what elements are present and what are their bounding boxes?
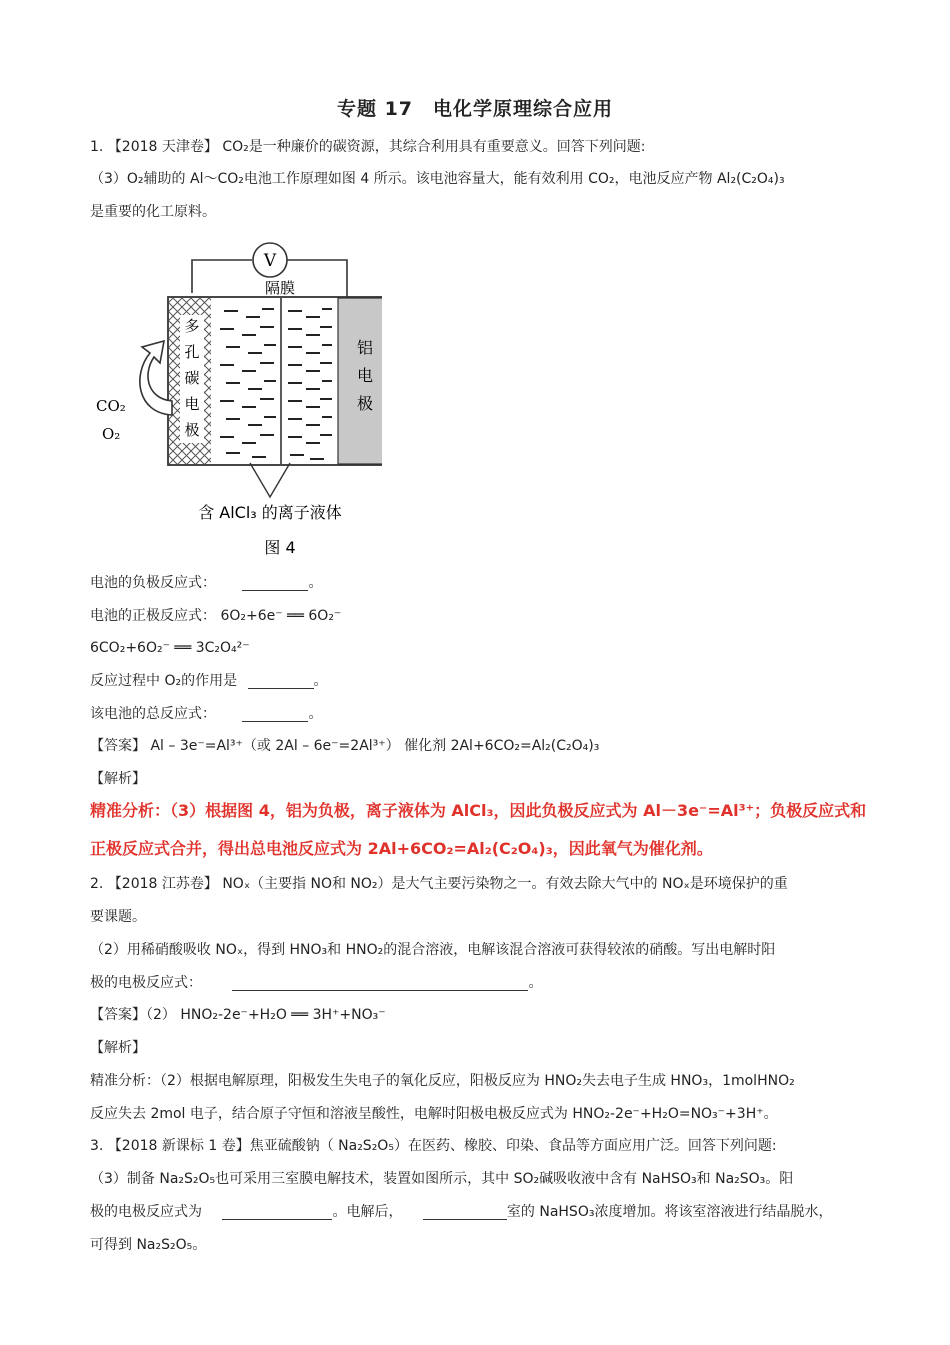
q3-sub: （3）制备 Na₂S₂O₅也可采用三室膜电解技术，装置如图所示，其中 SO₂碱吸收液中含有 NaHSO₃和 Na₂SO₃。阳 xyxy=(90,1171,794,1187)
answer-blank[interactable] xyxy=(222,1205,332,1220)
q2-sub-cont: 极的电极反应式： 。 xyxy=(90,975,543,991)
liquid-label: 含 AlCl₃ 的离子液体 xyxy=(198,503,342,522)
q1-analysis-1: 精准分析：（3）根据图 4，铝为负极，离子液体为 AlCl₃，因此负极反应式为 Al－3e⁻=Al³⁺；负极反应式和 xyxy=(90,801,867,820)
membrane-label: 隔膜 xyxy=(264,279,296,297)
svg-text:碳: 碳 xyxy=(184,369,200,387)
q2-analysis-2: 反应失去 2mol 电子，结合原子守恒和溶液呈酸性，电解时阳极电极反应式为 HNO₂-2e⁻+H₂O=NO₃⁻+3H⁺。 xyxy=(90,1106,778,1122)
q2-analysis-heading: 【解析】 xyxy=(90,1040,146,1056)
co2-label: CO₂ xyxy=(96,397,126,415)
q1-analysis-heading: 【解析】 xyxy=(90,771,146,787)
q1-sub-cont: 是重要的化工原料。 xyxy=(90,204,216,220)
neg-electrode-line: 电池的负极反应式： 。 xyxy=(90,575,323,591)
answer-blank[interactable] xyxy=(242,707,308,722)
svg-text:电: 电 xyxy=(356,366,374,385)
o2-role-label: 反应过程中 O₂的作用是 xyxy=(90,673,238,689)
answer-blank[interactable] xyxy=(248,674,314,689)
o2-role-line: 反应过程中 O₂的作用是 。 xyxy=(90,673,328,689)
q2-stem: 2. 【2018 江苏卷】 NOₓ（主要指 NO和 NO₂）是大气主要污染物之一。有效去除大气中的 NOₓ是环境保护的重 xyxy=(90,876,788,892)
svg-text:孔: 孔 xyxy=(184,343,200,361)
svg-text:极: 极 xyxy=(356,394,374,413)
q1-answer: 【答案】 Al – 3e⁻=Al³⁺（或 2Al – 6e⁻=2Al³⁺） 催化剂 2Al+6CO₂=Al₂(C₂O₄)₃ xyxy=(90,738,600,754)
q2-stem-cont: 要课题。 xyxy=(90,909,146,925)
svg-text:电: 电 xyxy=(184,395,200,413)
o2-label: O₂ xyxy=(102,425,121,443)
total-reaction-label: 该电池的总反应式： xyxy=(90,706,216,722)
answer-blank[interactable] xyxy=(242,576,308,591)
figure-caption: 图 4 xyxy=(264,538,296,557)
q2-anode-label: 极的电极反应式： xyxy=(90,975,202,991)
svg-text:铝: 铝 xyxy=(356,338,374,357)
q2-answer: 【答案】（2） HNO₂-2e⁻+H₂O ══ 3H⁺+NO₃⁻ xyxy=(90,1007,386,1023)
total-reaction-line: 该电池的总反应式： 。 xyxy=(90,706,323,722)
voltmeter-label: V xyxy=(263,251,277,271)
q1-sub: （3）O₂辅助的 Al～CO₂电池工作原理如图 4 所示。该电池容量大，能有效利用 CO₂，电池反应产物 Al₂(C₂O₄)₃ xyxy=(90,171,785,187)
right-electrode-label xyxy=(357,338,373,413)
q1-stem: 1. 【2018 天津卷】 CO₂是一种廉价的碳资源，其综合利用具有重要意义。回答下列问题: xyxy=(90,139,646,155)
pos-electrode-line: 电池的正极反应式： 6O₂+6e⁻ ══ 6O₂⁻ xyxy=(90,608,342,624)
svg-text:多: 多 xyxy=(184,317,200,335)
neg-electrode-label: 电池的负极反应式： xyxy=(90,575,216,591)
q3-anode-label: 极的电极反应式为 xyxy=(90,1204,202,1220)
svg-text:极: 极 xyxy=(184,421,200,439)
q3-sub-end: 可得到 Na₂S₂O₅。 xyxy=(90,1237,207,1253)
q3-sub-cont: 极的电极反应式为 。电解后， 室的 NaHSO₃浓度增加。将该室溶液进行结晶脱水， xyxy=(90,1204,833,1220)
page-title: 专题 17 电化学原理综合应用 xyxy=(336,98,614,120)
q1-analysis-2: 正极反应式合并，得出总电池反应式为 2Al+6CO₂=Al₂(C₂O₄)₃，因此氧气为催化剂。 xyxy=(90,839,713,858)
pos-electrode-line-2: 6CO₂+6O₂⁻ ══ 3C₂O₄²⁻ xyxy=(90,640,250,656)
q3-stem: 3. 【2018 新课标 1 卷】焦亚硫酸钠（ Na₂S₂O₅）在医药、橡胶、印染、食品等方面应用广泛。回答下列问题: xyxy=(90,1138,777,1154)
q2-sub: （2）用稀硝酸吸收 NOₓ，得到 HNO₃和 HNO₂的混合溶液，电解该混合溶液可获得较浓的硝酸。写出电解时阳 xyxy=(90,942,776,958)
battery-diagram xyxy=(92,235,382,565)
answer-blank[interactable] xyxy=(232,976,528,991)
q2-analysis-1: 精准分析：（2）根据电解原理，阳极发生失电子的氧化反应，阳极反应为 HNO₂失去电子生成 HNO₃，1molHNO₂ xyxy=(90,1073,795,1089)
answer-blank[interactable] xyxy=(423,1205,507,1220)
